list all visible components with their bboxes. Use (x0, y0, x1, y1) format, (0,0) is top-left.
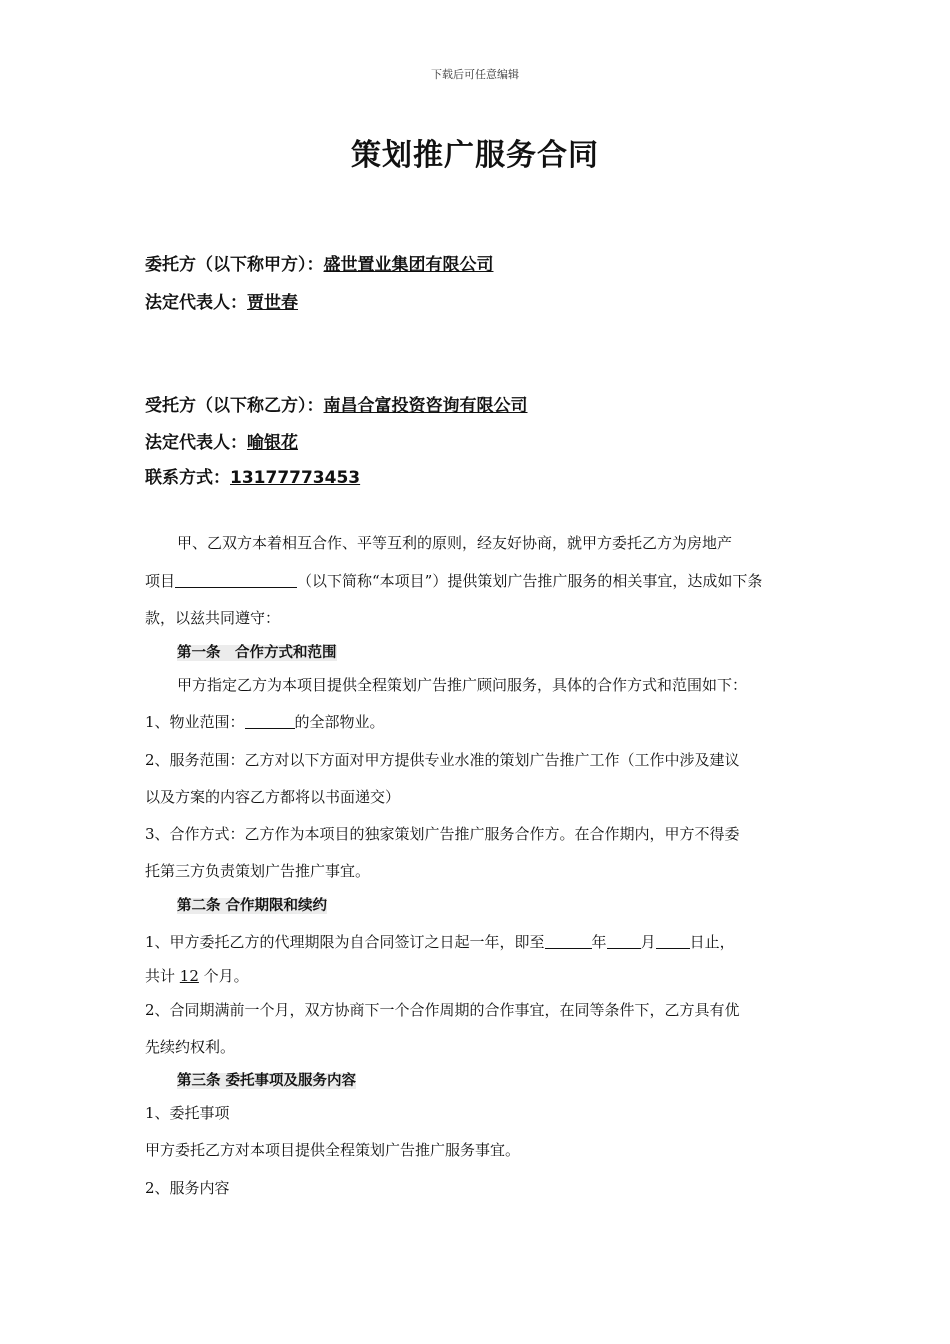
article-1-para-0: 甲方指定乙方为本项目提供全程策划广告推广顾问服务，具体的合作方式和范围如下： (177, 676, 748, 694)
article-1-item-3-line-1: 3、合作方式：乙方作为本项目的独家策划广告推广服务合作方。在合作期内，甲方不得委 (145, 825, 740, 843)
article-1-item-3-line-2: 托第三方负责策划广告推广事宜。 (145, 862, 371, 880)
party-a-line (145, 250, 494, 275)
article-1-heading (177, 641, 337, 662)
property-scope-blank (245, 714, 295, 729)
party-b-label: 受托方（以下称乙方）： (145, 396, 324, 416)
party-a-rep-line (145, 288, 298, 313)
article-2-heading (177, 894, 327, 915)
party-b-name: 南昌合富投资咨询有限公司 (323, 396, 528, 416)
article-2-title: 第二条 合作期限和续约 (177, 898, 328, 914)
article-1-title: 第一条 合作方式和范围 (177, 645, 337, 661)
day-label: 日止， (689, 933, 735, 951)
article-3-item-1: 1、委托事项 (145, 1104, 230, 1122)
article-2-term-text: 1、甲方委托乙方的代理期限为自合同签订之日起一年，即至 (145, 933, 545, 951)
article-3-heading (177, 1069, 356, 1090)
intro-line-1: 甲、乙双方本着相互合作、平等互利的原则，经友好协商，就甲方委托乙方为房地产 (177, 534, 733, 552)
total-label: 共计 (145, 967, 176, 985)
party-b-rep: 喻银花 (247, 433, 298, 453)
total-months: 12 (179, 967, 199, 985)
article-1-item-1 (145, 711, 385, 732)
party-b-rep-line (145, 428, 298, 453)
end-month-blank (607, 934, 641, 949)
article-1-item-1-label: 1、物业范围： (145, 713, 245, 731)
party-a-rep-label: 法定代表人： (145, 293, 247, 313)
page-header: 下载后可任意编辑 (431, 68, 519, 81)
project-name-blank (175, 573, 297, 588)
party-b-contact: 13177773453 (230, 468, 361, 488)
party-a-label: 委托方（以下称甲方）： (145, 255, 324, 275)
party-a-name: 盛世置业集团有限公司 (323, 255, 494, 275)
months-label: 个月。 (203, 967, 249, 985)
month-label: 月 (640, 933, 656, 951)
article-1-item-2-line-2: 以及方案的内容乙方都将以书面递交） (145, 788, 401, 806)
article-2-item-2-line-1: 2、合同期满前一个月，双方协商下一个合作周期的合作事宜，在同等条件下，乙方具有优 (145, 1001, 740, 1019)
document-title: 策划推广服务合同 (351, 138, 599, 173)
year-label: 年 (591, 933, 607, 951)
party-b-contact-label: 联系方式： (145, 468, 230, 488)
intro-line-2-rest: （以下简称“本项目”）提供策划广告推广服务的相关事宜，达成如下条 (297, 572, 763, 590)
article-3-para: 甲方委托乙方对本项目提供全程策划广告推广服务事宜。 (145, 1141, 521, 1159)
party-b-contact-line (145, 463, 360, 488)
party-b-line (145, 391, 528, 416)
article-3-item-2: 2、服务内容 (145, 1179, 230, 1197)
intro-project-label: 项目 (145, 572, 176, 590)
article-2-item-1-line-2 (145, 965, 249, 986)
article-2-item-2-line-2: 先续约权利。 (145, 1038, 236, 1056)
article-2-item-1-line-1 (145, 931, 735, 952)
end-day-blank (656, 934, 690, 949)
end-year-blank (545, 934, 592, 949)
article-1-item-1-rest: 的全部物业。 (294, 713, 385, 731)
party-b-rep-label: 法定代表人： (145, 433, 247, 453)
article-3-title: 第三条 委托事项及服务内容 (177, 1073, 357, 1089)
intro-line-2 (145, 570, 762, 591)
article-1-item-2-line-1: 2、服务范围：乙方对以下方面对甲方提供专业水准的策划广告推广工作（工作中涉及建议 (145, 751, 740, 769)
intro-line-3: 款，以兹共同遵守： (145, 609, 281, 627)
party-a-rep: 贾世春 (247, 293, 298, 313)
